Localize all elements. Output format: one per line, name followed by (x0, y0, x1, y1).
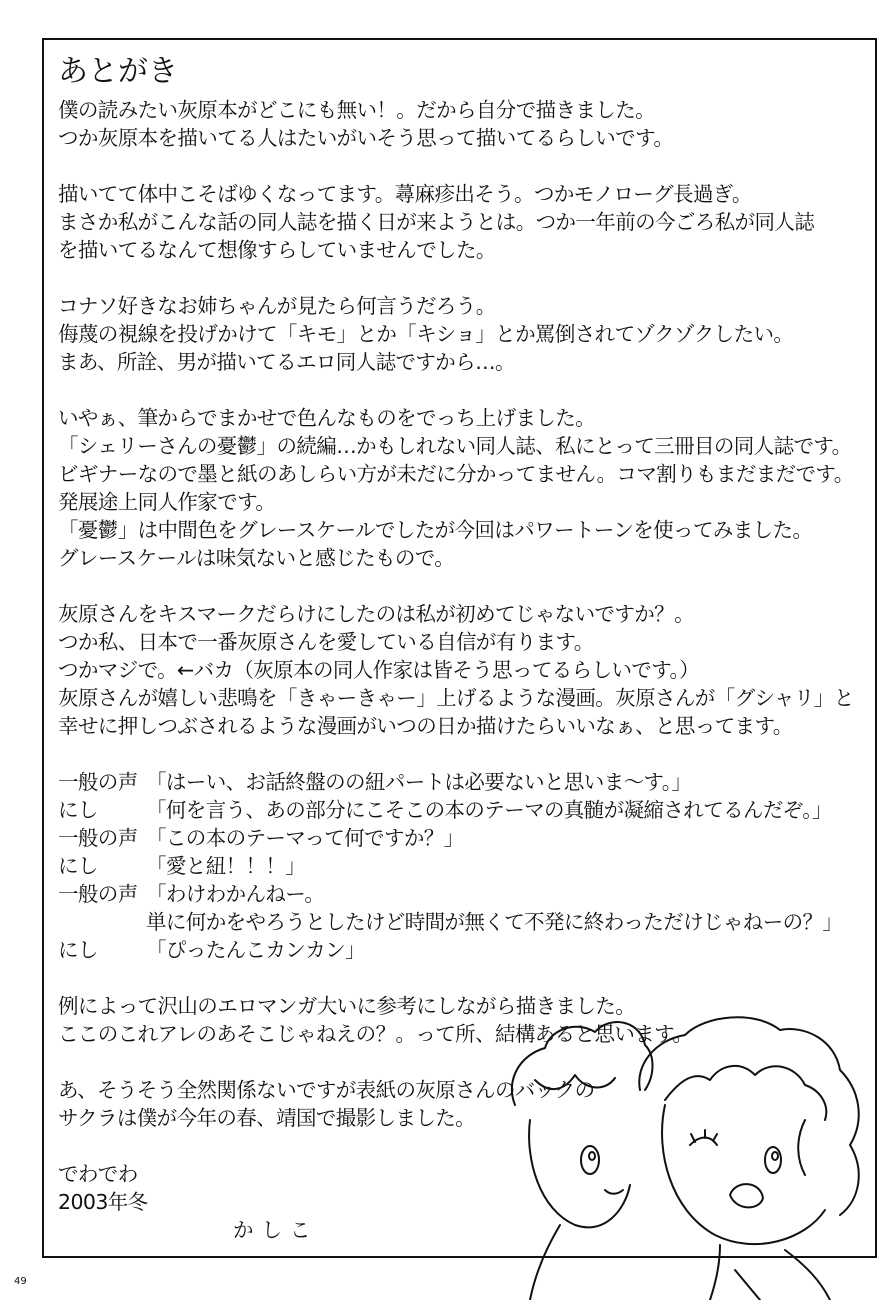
text-line: ここのこれアレのあそこじゃねえの？。って所、結構あると思います。 (58, 1022, 693, 1046)
dialogue-text: 「何を言う、あの部分にこそこの本のテーマの真髄が凝縮されてるんだぞ。」 (146, 798, 832, 822)
text-line: つか私、日本で一番灰原さんを愛している自信が有ります。 (58, 630, 594, 654)
dialogue-line (58, 852, 873, 880)
text-line: 僕の読みたい灰原本がどこにも無い！。だから自分で描きました。 (58, 98, 655, 122)
text-line: 灰原さんが嬉しい悲鳴を「きゃーきゃー」上げるような漫画。灰原さんが「グシャリ」と (58, 686, 854, 710)
right-character-eye-highlight (772, 1152, 778, 1160)
left-character-cheek (605, 1190, 623, 1194)
left-character-hair (512, 1022, 653, 1105)
page-title: あとがき (58, 54, 178, 89)
dialogue-speaker: 一般の声 (58, 826, 138, 850)
right-character-collar (785, 1250, 830, 1300)
right-character-hair-strand (798, 1120, 805, 1175)
farewell-text: でわでわ (58, 1162, 138, 1186)
text-line: 「憂鬱」は中間色をグレースケールでしたが今回はパワートーンを使ってみました。 (58, 518, 813, 542)
right-character-collar-line (735, 1270, 760, 1300)
text-line: 発展途上同人作家です。 (58, 490, 276, 514)
right-character-bangs (665, 1066, 826, 1120)
dialogue-text: 「愛と紐！！！」 (146, 854, 306, 878)
dialogue-line (58, 824, 873, 852)
right-character-mouth (730, 1184, 763, 1207)
dialogue-text: 単に何かをやろうとしたけど時間が無くて不発に終わっただけじゃねーの？」 (146, 910, 843, 934)
paragraph-4 (58, 404, 873, 572)
text-line: 幸せに押しつぶされるような漫画がいつの日か描けたらいいなぁ、と思ってます。 (58, 714, 793, 738)
right-character-face (662, 1105, 825, 1244)
text-line: まあ、所詮、男が描いてるエロ同人誌ですから…。 (58, 350, 515, 374)
text-line: グレースケールは味気ないと感じたもので。 (58, 546, 455, 570)
left-character-eye-highlight (589, 1152, 595, 1160)
dialogue-block (58, 768, 873, 964)
left-character-face (529, 1120, 630, 1227)
paragraph-3 (58, 292, 873, 376)
dialogue-text: 「ぴったんこカンカン」 (146, 938, 365, 962)
text-line: を描いてるなんて想像すらしていませんでした。 (58, 238, 496, 262)
right-character-eye-lash (691, 1130, 717, 1142)
dialogue-text: 「この本のテーマって何ですか？」 (146, 826, 464, 850)
text-line: ビギナーなので墨と紙のあしらい方が未だに分かってません。コマ割りもまだまだです。 (58, 462, 854, 486)
dialogue-line-continued (58, 908, 873, 936)
dialogue-line (58, 768, 873, 796)
text-line: 例によって沢山のエロマンガ大いに参考にしながら描きました。 (58, 994, 636, 1018)
dialogue-speaker: 一般の声 (58, 882, 138, 906)
character-doodle (505, 1010, 894, 1300)
text-line: 灰原さんをキスマークだらけにしたのは私が初めてじゃないですか？。 (58, 602, 694, 626)
dialogue-line (58, 936, 873, 964)
text-line: サクラは僕が今年の春、靖国で撮影しました。 (58, 1106, 476, 1130)
text-line: つか灰原本を描いてる人はたいがいそう思って描いてるらしいです。 (58, 126, 674, 150)
text-line: 「シェリーさんの憂鬱」の続編…かもしれない同人誌、私にとって三冊目の同人誌です。 (58, 434, 852, 458)
text-line: 侮蔑の視線を投げかけて「キモ」とか「キショ」とか罵倒されてゾクゾクしたい。 (58, 322, 794, 346)
text-line: いやぁ、筆からでまかせで色んなものをでっち上げました。 (58, 406, 596, 430)
text-line: つかマジで。←バカ（灰原本の同人作家は皆そう思ってるらしいです。） (58, 658, 700, 682)
date-text: 2003年冬 (58, 1190, 148, 1214)
right-character-neck (710, 1245, 720, 1300)
paragraph-5 (58, 600, 873, 740)
dialogue-speaker: にし (58, 798, 98, 822)
dialogue-speaker: 一般の声 (58, 770, 138, 794)
text-line: まさか私がこんな話の同人誌を描く日が来ようとは。つか一年前の今ごろ私が同人誌 (58, 210, 815, 234)
left-character-collar (530, 1225, 560, 1300)
dialogue-line (58, 880, 873, 908)
paragraph-2 (58, 180, 873, 264)
signature-text: かしこ (233, 1218, 319, 1242)
page-number: 49 (14, 1276, 27, 1287)
text-line: コナソ好きなお姉ちゃんが見たら何言うだろう。 (58, 294, 496, 318)
text-line: あ、そうそう全然関係ないですが表紙の灰原さんのバックの (58, 1078, 595, 1102)
dialogue-text: 「はーい、お話終盤のの紐パートは必要ないと思いま～す。」 (146, 770, 692, 794)
dialogue-text: 「わけわかんねー。 (146, 882, 325, 906)
left-character-bangs (535, 1075, 615, 1089)
paragraph-1 (58, 96, 873, 152)
dialogue-speaker: にし (58, 938, 98, 962)
dialogue-speaker: にし (58, 854, 98, 878)
text-line: 描いてて体中こそばゆくなってます。蕁麻疹出そう。つかモノローグ長過ぎ。 (58, 182, 752, 206)
dialogue-line (58, 796, 873, 824)
